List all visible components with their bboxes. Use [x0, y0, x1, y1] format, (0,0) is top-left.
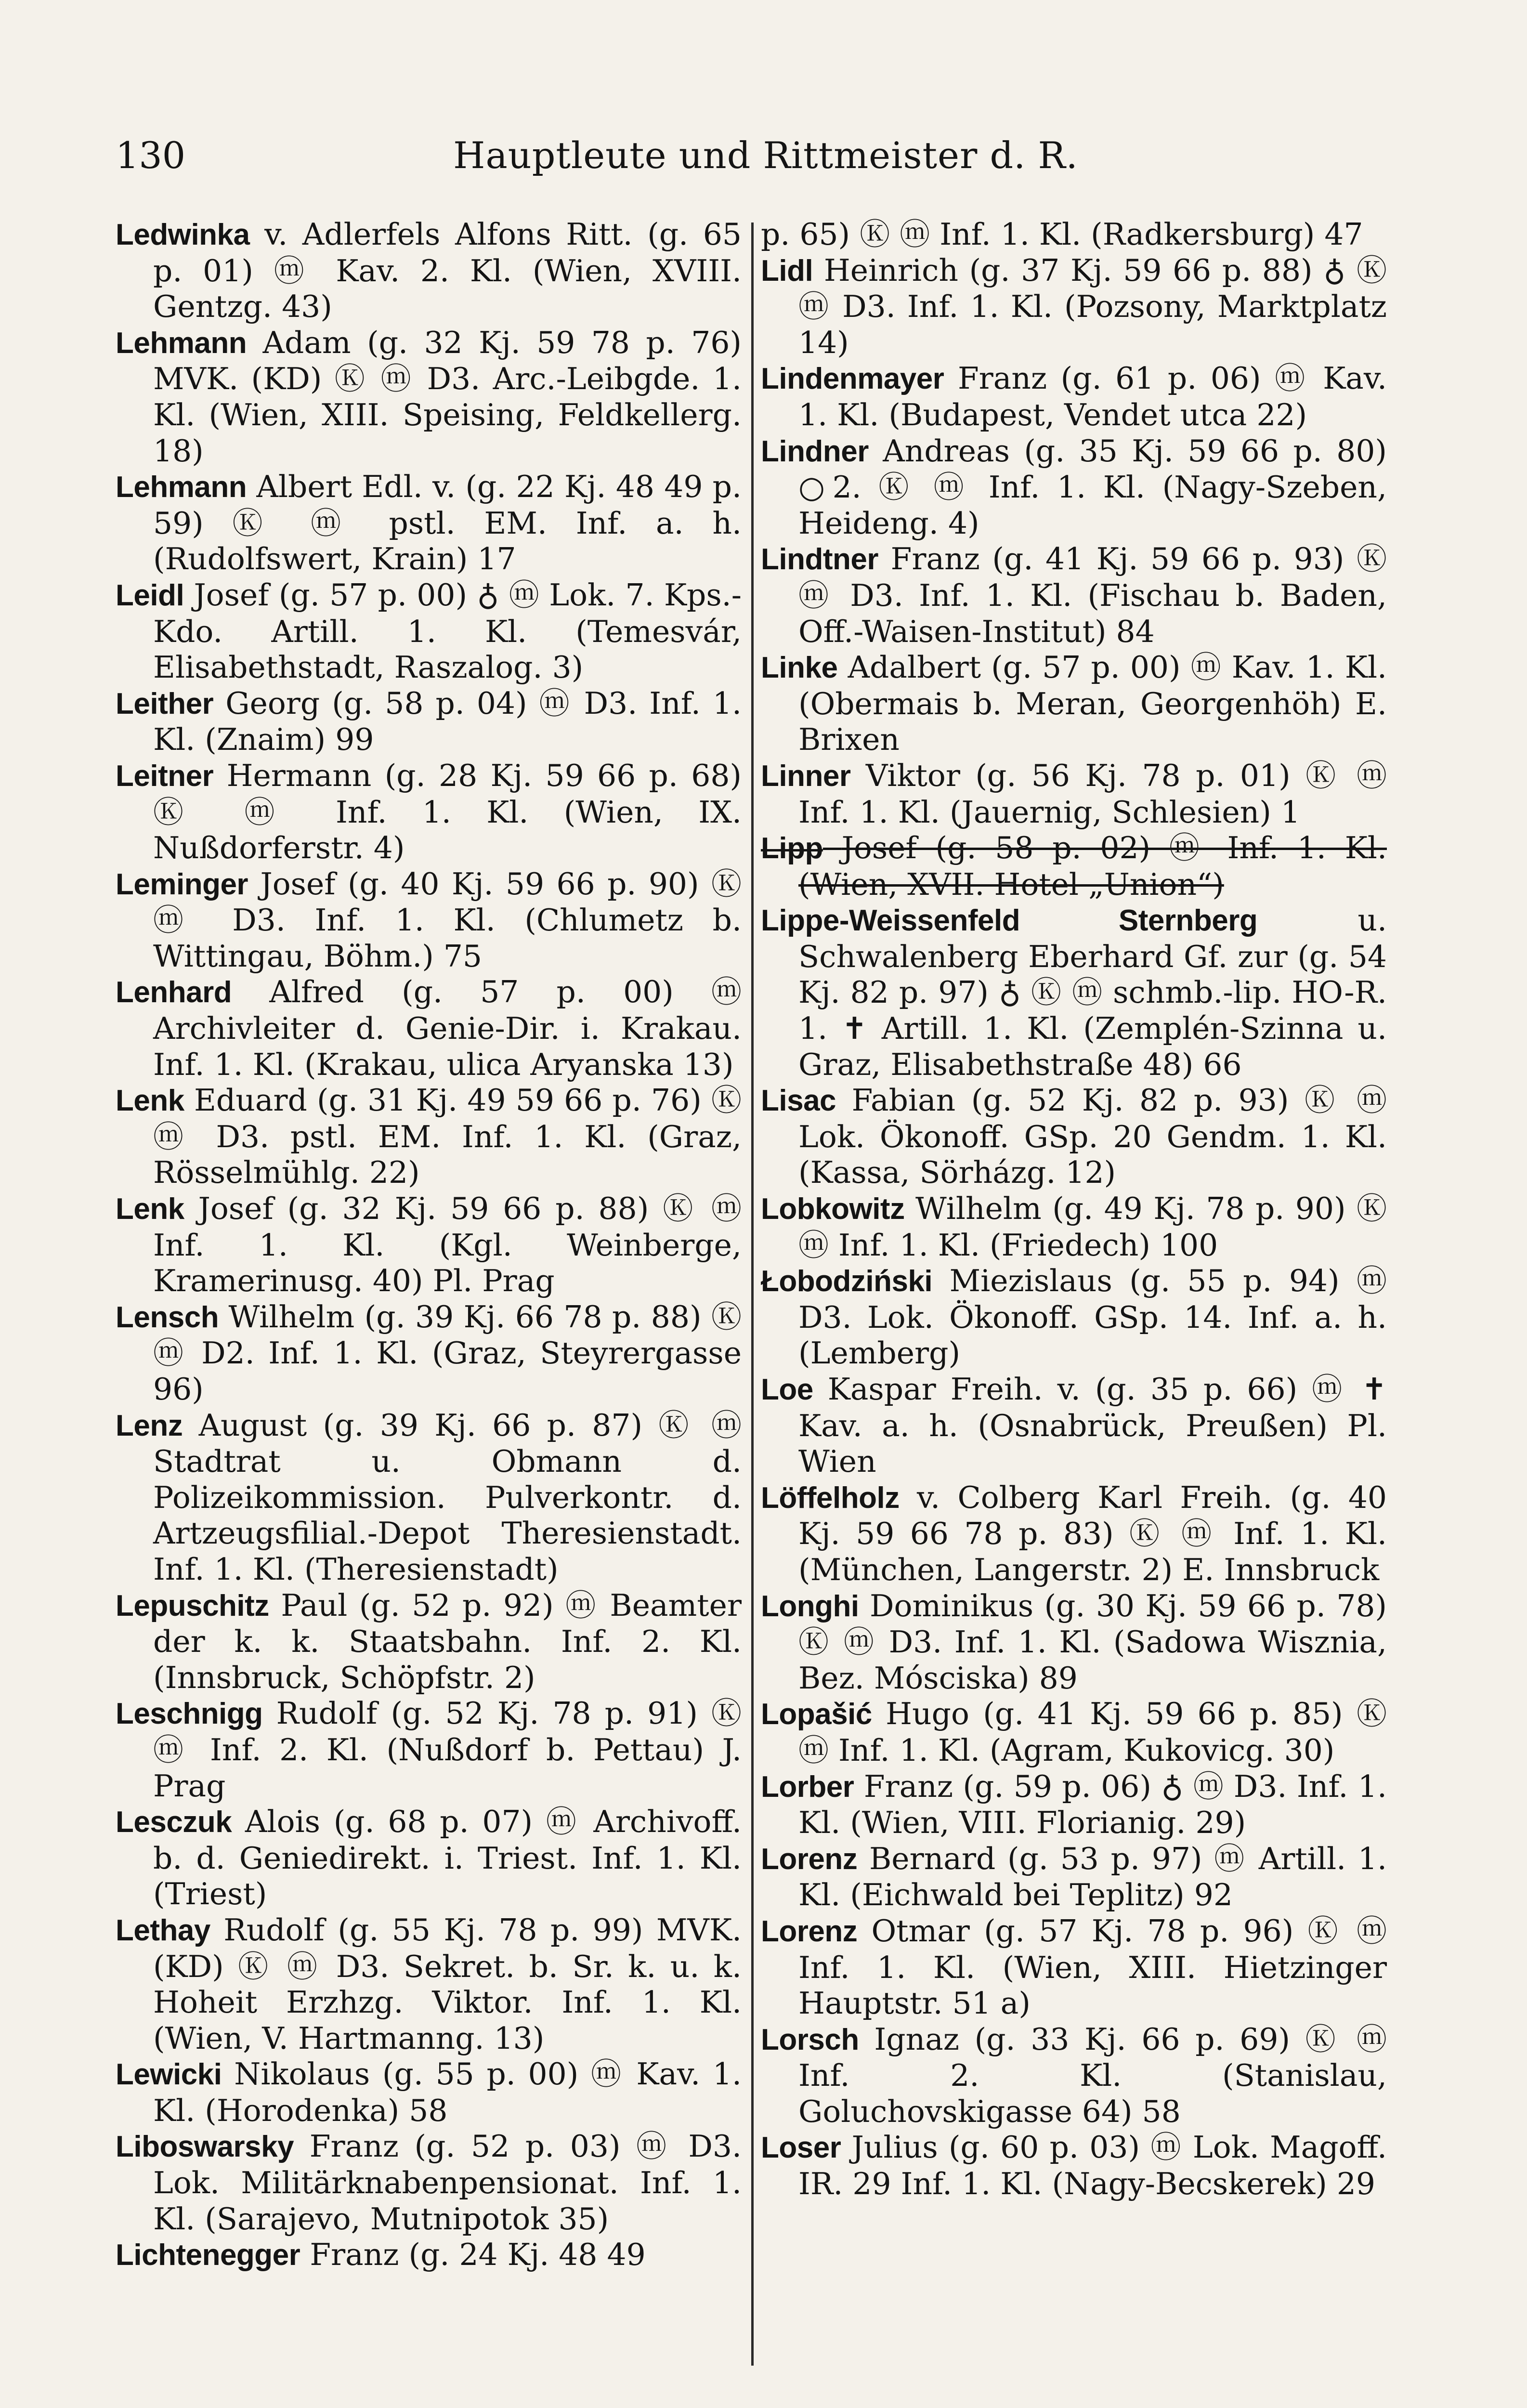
directory-entry	[761, 1913, 1387, 2022]
entry-surname: Leither	[116, 687, 214, 720]
entry-surname: Loe	[761, 1373, 813, 1406]
entry-details: Otmar (g. 57 Kj. 78 p. 96) Ⓚ ⓜ Inf. 1. Kl. (Wien, XIII. Hietzinger Hauptstr. 51 a)	[798, 1913, 1387, 2021]
entry-surname: Lorber	[761, 1770, 854, 1804]
entry-surname: Lesczuk	[116, 1806, 232, 1839]
directory-entry	[116, 2237, 742, 2274]
directory-entry	[116, 469, 742, 577]
entry-surname: Linke	[761, 651, 838, 685]
entry-surname: Leitner	[116, 759, 214, 793]
entry-surname: Lehmann	[116, 471, 247, 504]
entry-details: Albert Edl. v. (g. 22 Kj. 48 49 p. 59) Ⓚ ⓜ pstl. EM. Inf. a. h. (Rudolfswert, Krain) 17	[153, 469, 742, 577]
entry-details: u. Schwalenberg Eberhard Gf. zur (g. 54 Kj. 82 p. 97) ♁ Ⓚ ⓜ schmb.-lip. HO-R. 1. ✝ Artill. 1. Kl. (Zemplén-Szinna u. Graz, Elisabethstraße 48) 66	[798, 903, 1387, 1082]
directory-entry	[761, 1588, 1387, 1697]
entry-details: Nikolaus (g. 55 p. 00) ⓜ Kav. 1. Kl. (Horodenka) 58	[153, 2056, 742, 2128]
entry-details: Josef (g. 58 p. 02) ⓜ Inf. 1. Kl. (Wien, XVII. Hotel „Union“)	[798, 830, 1387, 902]
directory-entry	[761, 830, 1387, 903]
entry-surname: Lensch	[116, 1300, 219, 1334]
entry-details: Franz (g. 41 Kj. 59 66 p. 93) Ⓚ ⓜ D3. Inf. 1. Kl. (Fischau b. Baden, Off.-Waisen-Institut) 84	[798, 541, 1387, 649]
directory-entry	[761, 433, 1387, 542]
entry-details: Hermann (g. 28 Kj. 59 66 p. 68) Ⓚ ⓜ Inf. 1. Kl. (Wien, IX. Nußdorferstr. 4)	[153, 758, 742, 866]
directory-entry	[116, 2056, 742, 2129]
directory-entry	[116, 1696, 742, 1804]
entry-surname: Lindtner	[761, 543, 878, 576]
entry-details: Heinrich (g. 37 Kj. 59 66 p. 88) ♁ Ⓚ ⓜ D3. Inf. 1. Kl. (Pozsony, Marktplatz 14)	[798, 252, 1387, 360]
directory-entry	[116, 217, 742, 325]
entry-surname: Loser	[761, 2131, 841, 2165]
entry-details: Hugo (g. 41 Kj. 59 66 p. 85) Ⓚ ⓜ Inf. 1. Kl. (Agram, Kukovicg. 30)	[798, 1696, 1387, 1768]
entry-surname: Lenz	[116, 1409, 183, 1442]
directory-entry	[761, 650, 1387, 758]
directory-entry	[761, 758, 1387, 830]
entry-details: Bernard (g. 53 p. 97) ⓜ Artill. 1. Kl. (Eichwald bei Teplitz) 92	[798, 1841, 1387, 1913]
entry-details: v. Adlerfels Alfons Ritt. (g. 65 p. 01) ⓜ Kav. 2. Kl. (Wien, XVIII. Gentzg. 43)	[153, 217, 742, 325]
running-title: Hauptleute und Rittmeister d. R.	[453, 134, 1078, 177]
directory-entry	[116, 1299, 742, 1408]
directory-entry	[761, 1083, 1387, 1191]
entry-surname: Lorenz	[761, 1842, 858, 1876]
directory-entry	[116, 1588, 742, 1696]
entry-details: Rudolf (g. 52 Kj. 78 p. 91) Ⓚ ⓜ Inf. 2. Kl. (Nußdorf b. Pettau) J. Prag	[153, 1696, 742, 1804]
entry-details: Franz (g. 24 Kj. 48 49	[310, 2237, 646, 2273]
page-number: 130	[116, 134, 186, 177]
left-column	[116, 217, 742, 2274]
entry-details: p. 65) Ⓚ ⓜ Inf. 1. Kl. (Radkersburg) 47	[761, 217, 1363, 252]
entry-details: Josef (g. 57 p. 00) ♁ ⓜ Lok. 7. Kps.- Kdo. Artill. 1. Kl. (Temesvár, Elisabethstadt, Raszalog. 3)	[153, 577, 742, 685]
entry-details: August (g. 39 Kj. 66 p. 87) Ⓚ ⓜ Stadtrat u. Obmann d. Polizeikommission. Pulverkontr. d. Artzeugsfilial.-Depot Theresienstadt. Inf. 1. Kl. (Theresienstadt)	[153, 1407, 742, 1587]
directory-entry	[761, 1769, 1387, 1841]
page-header	[116, 129, 1416, 182]
entry-surname: Lipp	[761, 832, 823, 865]
entry-surname: Löffelholz	[761, 1481, 900, 1515]
entry-details: Alfred (g. 57 p. 00) ⓜ Archivleiter d. Genie-Dir. i. Krakau. Inf. 1. Kl. (Krakau, ulica Aryanska 13)	[153, 974, 742, 1082]
entry-details: Viktor (g. 56 Kj. 78 p. 01) Ⓚ ⓜ Inf. 1. Kl. (Jauernig, Schlesien) 1	[798, 758, 1387, 830]
entry-surname: Lisac	[761, 1084, 836, 1118]
directory-entry	[116, 1804, 742, 1912]
directory-entry	[761, 1372, 1387, 1480]
entry-surname: Łobodziński	[761, 1265, 933, 1298]
entry-surname: Ledwinka	[116, 218, 250, 251]
entry-surname: Lehmann	[116, 326, 247, 360]
entry-surname: Lorsch	[761, 2023, 859, 2056]
entry-surname: Lobkowitz	[761, 1192, 905, 1226]
directory-entry	[761, 217, 1387, 253]
entry-details: Franz (g. 61 p. 06) ⓜ Kav. 1. Kl. (Budapest, Vendet utca 22)	[798, 361, 1387, 432]
directory-entry	[116, 686, 742, 758]
directory-entry	[116, 2129, 742, 2237]
entry-surname: Lenhard	[116, 976, 232, 1009]
entry-surname: Lichtenegger	[116, 2238, 300, 2272]
entry-details: Franz (g. 59 p. 06) ♁ ⓜ D3. Inf. 1. Kl. (Wien, VIII. Florianig. 29)	[798, 1768, 1387, 1841]
directory-entry	[116, 1191, 742, 1299]
directory-entry	[761, 1263, 1387, 1372]
entry-details: Paul (g. 52 p. 92) ⓜ Beamter der k. k. Staatsbahn. Inf. 2. Kl. (Innsbruck, Schöpfstr. 2)	[153, 1587, 742, 1695]
directory-entry	[116, 974, 742, 1083]
entry-details: Julius (g. 60 p. 03) ⓜ Lok. Magoff. IR. 29 Inf. 1. Kl. (Nagy-Becskerek) 29	[798, 2130, 1387, 2202]
directory-entry	[761, 2022, 1387, 2130]
entry-details: Adalbert (g. 57 p. 00) ⓜ Kav. 1. Kl. (Obermais b. Meran, Georgenhöh) E. Brixen	[798, 650, 1387, 758]
entry-details: Kaspar Freih. v. (g. 35 p. 66) ⓜ ✝ Kav. a. h. (Osnabrück, Preußen) Pl. Wien	[798, 1372, 1387, 1479]
entry-details: Rudolf (g. 55 Kj. 78 p. 99) MVK. (KD) Ⓚ ⓜ D3. Sekret. b. Sr. k. u. k. Hoheit Erzhzg. Viktor. Inf. 1. Kl. (Wien, V. Hartmanng. 13)	[153, 1912, 742, 2056]
entry-details: Miezislaus (g. 55 p. 94) ⓜ D3. Lok. Ökonoff. GSp. 14. Inf. a. h. (Lemberg)	[798, 1263, 1387, 1371]
directory-entry	[761, 1480, 1387, 1588]
entry-details: Wilhelm (g. 39 Kj. 66 78 p. 88) Ⓚ ⓜ D2. Inf. 1. Kl. (Graz, Steyrergasse 96)	[153, 1299, 742, 1407]
entry-details: Josef (g. 32 Kj. 59 66 p. 88) Ⓚ ⓜ Inf. 1. Kl. (Kgl. Weinberge, Kramerinusg. 40) Pl. Prag	[153, 1191, 742, 1299]
entry-details: Franz (g. 52 p. 03) ⓜ D3. Lok. Militärknabenpensionat. Inf. 1. Kl. (Sarajevo, Mutnipotok 35)	[153, 2129, 742, 2237]
directory-entry	[116, 325, 742, 469]
directory-entry	[761, 253, 1387, 361]
directory-entry	[116, 866, 742, 975]
entry-surname: Lethay	[116, 1913, 210, 1947]
entry-surname: Leschnigg	[116, 1697, 263, 1731]
entry-details: Wilhelm (g. 49 Kj. 78 p. 90) Ⓚ ⓜ Inf. 1. Kl. (Friedech) 100	[798, 1191, 1387, 1263]
directory-entry	[761, 1841, 1387, 1913]
entry-surname: Lorenz	[761, 1914, 858, 1948]
entry-details: Dominikus (g. 30 Kj. 59 66 p. 78) Ⓚ ⓜ D3. Inf. 1. Kl. (Sadowa Wisznia, Bez. Mósciska) 89	[798, 1588, 1387, 1696]
entry-surname: Longhi	[761, 1589, 859, 1623]
entry-details: Georg (g. 58 p. 04) ⓜ D3. Inf. 1. Kl. (Znaim) 99	[153, 685, 742, 758]
entry-details: Fabian (g. 52 Kj. 82 p. 93) Ⓚ ⓜ Lok. Ökonoff. GSp. 20 Gendm. 1. Kl. (Kassa, Sörházg. 12)	[798, 1083, 1387, 1191]
entry-surname: Linner	[761, 759, 851, 793]
entry-details: Alois (g. 68 p. 07) ⓜ Archivoff. b. d. Geniedirekt. i. Triest. Inf. 1. Kl. (Triest)	[153, 1804, 742, 1912]
directory-entry	[116, 1083, 742, 1191]
entry-surname: Lenk	[116, 1192, 184, 1226]
directory-entry	[761, 1191, 1387, 1263]
entry-surname: Lindner	[761, 434, 869, 468]
entry-surname: Lewicki	[116, 2058, 222, 2092]
entry-details: Ignaz (g. 33 Kj. 66 p. 69) Ⓚ ⓜ Inf. 2. Kl. (Stanislau, Goluchovskigasse 64) 58	[798, 2021, 1387, 2129]
entry-details: Eduard (g. 31 Kj. 49 59 66 p. 76) Ⓚ ⓜ D3. pstl. EM. Inf. 1. Kl. (Graz, Rösselmühlg. 22)	[153, 1083, 742, 1191]
entry-surname: Lidl	[761, 254, 813, 288]
directory-entry	[116, 1408, 742, 1588]
directory-entry	[761, 903, 1387, 1083]
directory-entry	[761, 2130, 1387, 2202]
right-column	[761, 217, 1387, 2202]
directory-entry	[761, 541, 1387, 650]
entry-details: Josef (g. 40 Kj. 59 66 p. 90) Ⓚ ⓜ D3. Inf. 1. Kl. (Chlumetz b. Wittingau, Böhm.) 75	[153, 866, 742, 974]
entry-surname: Lepuschitz	[116, 1589, 269, 1623]
entry-details: v. Colberg Karl Freih. (g. 40 Kj. 59 66 78 p. 83) Ⓚ ⓜ Inf. 1. Kl. (München, Langerstr. 2) E. Innsbruck	[798, 1479, 1387, 1587]
entry-surname: Lopašić	[761, 1698, 872, 1731]
directory-entry	[116, 577, 742, 686]
entry-surname: Lenk	[116, 1084, 184, 1118]
directory-entry	[761, 361, 1387, 433]
directory-entry	[761, 1696, 1387, 1768]
entry-surname: Lindenmayer	[761, 362, 944, 396]
directory-entry	[116, 1912, 742, 2056]
entry-surname: Leminger	[116, 867, 248, 901]
column-divider	[751, 222, 754, 2366]
entry-surname: Leidl	[116, 578, 184, 612]
directory-entry	[116, 758, 742, 866]
entry-surname: Liboswarsky	[116, 2130, 294, 2164]
entry-details: Adam (g. 32 Kj. 59 78 p. 76) MVK. (KD) Ⓚ ⓜ D3. Arc.-Leibgde. 1. Kl. (Wien, XIII. Speising, Feldkellerg. 18)	[153, 325, 742, 469]
entry-surname: Lippe-Weissenfeld Sternberg	[761, 904, 1258, 938]
entry-details: Andreas (g. 35 Kj. 59 66 p. 80) ○2. Ⓚ ⓜ Inf. 1. Kl. (Nagy-Szeben, Heideng. 4)	[798, 433, 1387, 541]
